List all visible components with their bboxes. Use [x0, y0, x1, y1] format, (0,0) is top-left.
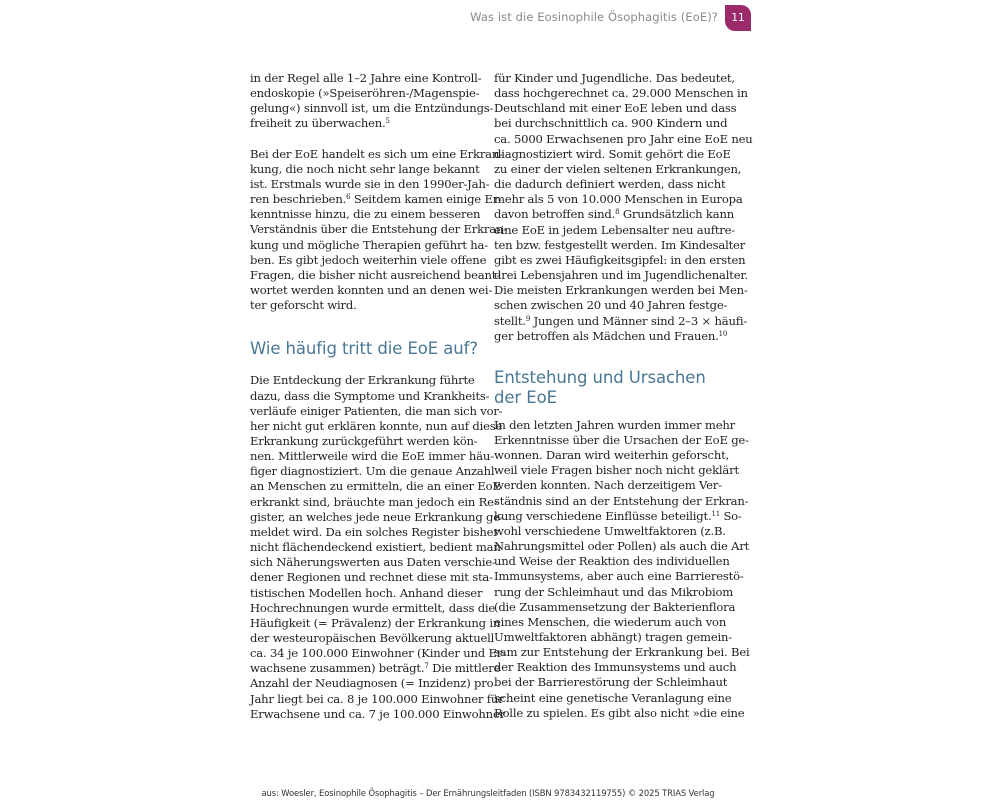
text-line: ter geforscht wird.	[250, 298, 357, 313]
text-line: ben. Es gibt jedoch weiterhin viele offene	[250, 252, 487, 267]
running-title: Was ist die Eosinophile Ösophagitis (EoE)?	[470, 10, 718, 24]
left-column	[250, 71, 507, 722]
text-line: diagnostiziert wird. Somit gehört die EoE	[494, 146, 731, 161]
text-line: dener Regionen und rechnet diese mit sta-	[250, 570, 493, 585]
text-line: davon betroffen sind.$^8$ Grundsätzlich kann	[494, 207, 734, 222]
text-line: her nicht gut erklären konnte, nun auf diese	[250, 418, 503, 433]
text-line: In den letzten Jahren wurden immer mehr	[494, 417, 735, 432]
text-line: kenntnisse hinzu, die zu einem besseren	[250, 207, 481, 222]
text-line: gelung«) sinnvoll ist, um die Entzündungs-	[250, 101, 494, 116]
text-line: figer diagnostiziert. Um die genaue Anzahl	[250, 464, 495, 479]
text-line: weil viele Fragen bisher noch nicht geklärt	[494, 463, 739, 478]
right-column	[494, 71, 753, 721]
text-line: für Kinder und Jugendliche. Das bedeutet,	[494, 71, 735, 85]
text-line: drei Lebensjahren und im Jugendlichenalter.	[494, 268, 748, 283]
text-line: Rolle zu spielen. Es gibt also nicht »die eine	[494, 705, 745, 720]
text-line: nen. Mittlerweile wird die EoE immer häu-	[250, 449, 494, 464]
text-line: Jahr liegt bei ca. 8 je 100.000 Einwohner für	[250, 691, 504, 706]
text-line: nicht flächendeckend existiert, bedient man	[250, 540, 501, 555]
text-line: Nahrungsmittel oder Pollen) als auch die Art	[494, 539, 750, 554]
text-line: Deutschland mit einer EoE leben und dass	[494, 101, 737, 116]
text-line: der westeuropäischen Bevölkerung aktuell	[250, 631, 495, 645]
text-line: wortet werden konnten und an denen wei-	[250, 283, 493, 298]
text-line: scheint eine genetische Veranlagung eine	[494, 690, 732, 705]
text-line: Hochrechnungen wurde ermittelt, dass die	[250, 600, 496, 615]
paragraph	[494, 71, 753, 344]
text-line: (die Zusammensetzung der Bakterienflora	[494, 599, 736, 614]
footnote-ref: 11	[711, 509, 720, 518]
footnote-ref: 7	[424, 662, 429, 671]
text-line: rung der Schleimhaut und das Mikrobiom	[494, 584, 734, 599]
paragraph	[250, 71, 494, 132]
text-line: wohl verschiedene Umweltfaktoren (z.B.	[494, 523, 726, 538]
paragraph	[250, 373, 506, 722]
text-line: ger betroffen als Mädchen und Frauen.$^{10}$	[494, 328, 728, 343]
text-line: Anzahl der Neudiagnosen (= Inzidenz) pro	[250, 676, 494, 691]
text-line: Erkenntnisse über die Ursachen der EoE ge-	[494, 432, 749, 447]
text-line: wachsene zusammen) beträgt.$^7$ Die mittlere	[250, 661, 501, 676]
text-line: Die meisten Erkrankungen werden bei Men-	[494, 283, 748, 298]
text-line: dazu, dass die Symptome und Krankheits-	[250, 388, 490, 403]
footnote-ref: 8	[615, 208, 620, 217]
text-line: verläufe einiger Patienten, die man sich vor-	[250, 403, 503, 418]
paragraph	[494, 417, 750, 721]
text-line: eine EoE in jedem Lebensalter neu auftre-	[494, 222, 736, 237]
text-line: dass hochgerechnet ca. 29.000 Menschen in	[494, 86, 748, 101]
text-line: freiheit zu überwachen.$^5$	[250, 116, 390, 131]
text-line: und Weise der Reaktion des individuellen	[494, 554, 730, 569]
text-line: der Reaktion des Immunsystems und auch	[494, 660, 737, 675]
text-line: eines Menschen, die wiederum auch von	[494, 614, 727, 629]
heading-line: Entstehung und Ursachen	[494, 367, 706, 387]
text-line: ca. 34 je 100.000 Einwohner (Kinder und Er-	[250, 646, 506, 661]
text-line: werden konnten. Nach derzeitigem Ver-	[494, 478, 722, 493]
text-line: die dadurch definiert werden, dass nicht	[494, 177, 726, 192]
text-line: mehr als 5 von 10.000 Menschen in Europa	[494, 192, 743, 207]
text-line: Erkrankung zurückgeführt werden kön-	[250, 433, 478, 448]
text-line: Die Entdeckung der Erkrankung führte	[250, 373, 475, 388]
text-line: Verständnis über die Entstehung der Erkran-	[250, 222, 507, 237]
text-line: ständnis sind an der Entstehung der Erkran-	[494, 493, 749, 508]
text-line: ca. 5000 Erwachsenen pro Jahr eine EoE neu	[494, 131, 753, 146]
text-line: tistischen Modellen hoch. Anhand dieser	[250, 585, 483, 600]
source-citation: aus: Woesler, Eosinophile Ösophagitis – Der Ernährungsleitfaden (ISBN 9783432119755) © 2025 TRIAS Verlag	[261, 788, 715, 798]
footnote-ref: 5	[385, 117, 390, 126]
text-line: gibt es zwei Häufigkeitsgipfel: in den ersten	[494, 252, 746, 267]
text-line: an Menschen zu ermitteln, die an einer EoE	[250, 479, 501, 494]
text-line: kung und mögliche Therapien geführt ha-	[250, 237, 488, 252]
text-line: kung, die noch nicht sehr lange bekannt	[250, 161, 480, 176]
footnote-ref: 10	[718, 329, 728, 338]
section-heading	[494, 368, 716, 408]
section-heading: Wie häufig tritt die EoE auf?	[250, 339, 478, 359]
text-line: Erwachsene und ca. 7 je 100.000 Einwohner	[250, 706, 505, 721]
text-line: Fragen, die bisher nicht ausreichend beant-	[250, 267, 500, 282]
text-line: in der Regel alle 1–2 Jahre eine Kontroll-	[250, 71, 482, 85]
source-footer	[0, 788, 1000, 798]
text-line: endoskopie (»Speiseröhren-/Magenspie-	[250, 86, 480, 101]
text-line: sich Näherungswerten aus Daten verschie-	[250, 555, 496, 570]
text-line: sam zur Entstehung der Erkrankung bei. Bei	[494, 645, 750, 660]
text-line: schen zwischen 20 und 40 Jahren festge-	[494, 298, 728, 313]
page-number-badge: 11	[725, 5, 751, 31]
text-line: zu einer der vielen seltenen Erkrankungen,	[494, 161, 742, 176]
text-line: Umweltfaktoren abhängt) tragen gemein-	[494, 630, 732, 644]
text-line: gister, an welches jede neue Erkrankung ge-	[250, 509, 504, 524]
text-line: kung verschiedene Einflüsse beteiligt.$^{11}$ So-	[494, 508, 742, 523]
text-line: Häufigkeit (= Prävalenz) der Erkrankung in	[250, 615, 501, 630]
text-line: wonnen. Daran wird weiterhin geforscht,	[494, 448, 730, 463]
text-line: stellt.$^9$ Jungen und Männer sind 2–3 × häufi-	[494, 313, 748, 328]
footnote-ref: 9	[525, 314, 531, 323]
text-line: meldet wird. Da ein solches Register bisher	[250, 524, 499, 539]
text-line: ren beschrieben.$^6$ Seitdem kamen einige Er-	[250, 192, 502, 207]
text-line: Immunsystems, aber auch eine Barrierestö-	[494, 569, 744, 584]
heading-line: der EoE	[494, 387, 557, 407]
text-line: erkrankt sind, bräuchte man jedoch ein Re-	[250, 494, 498, 509]
text-line: bei durchschnittlich ca. 900 Kindern und	[494, 116, 728, 131]
paragraph	[250, 146, 507, 314]
text-line: Bei der EoE handelt es sich um eine Erkran-	[250, 146, 503, 161]
text-line: ist. Erstmals wurde sie in den 1990er-Jah-	[250, 176, 490, 191]
footnote-ref: 6	[346, 193, 351, 202]
text-line: bei der Barrierestörung der Schleimhaut	[494, 675, 728, 690]
text-line: ten bzw. festgestellt werden. Im Kindesalter	[494, 237, 746, 252]
